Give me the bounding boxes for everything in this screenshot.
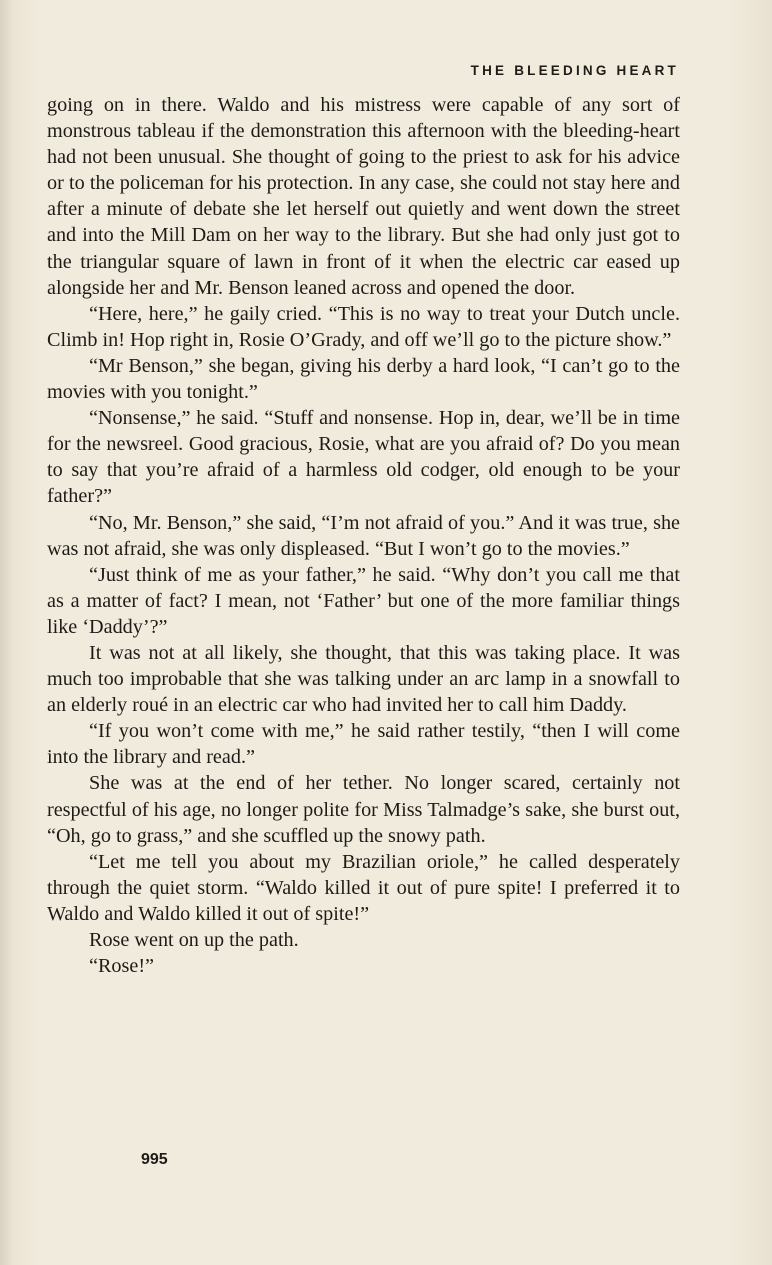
body-text <box>47 92 680 979</box>
paragraph-4: “Nonsense,” he said. “Stuff and nonsense. Hop in, dear, we’ll be in time for the newsreel. Good gracious, Rosie, what are you afraid of? Do you mean to say that you’re afraid of a harmless old codger, old enough to be your father?” <box>47 407 680 508</box>
paragraph-1: going on in there. Waldo and his mistress were capable of any sort of monstrous tableau if the demonstration this afternoon with the bleeding-heart had not been unusual. She thought of going to the priest to ask for his advice or to the policeman for his protection. In any case, she could not stay here and after a minute of debate she let herself out quietly and went down the street and into the Mill Dam on her way to the library. But she had only just got to the triangular square of lawn in front of it when the electric car eased up alongside her and Mr. Benson leaned across and opened the door. <box>47 94 680 299</box>
paragraph-10: “Let me tell you about my Brazilian oriole,” he called desperately through the quiet storm. “Waldo killed it out of pure spite! I preferred it to Waldo and Waldo killed it out of spite!” <box>47 850 680 925</box>
paragraph-8: “If you won’t come with me,” he said rather testily, “then I will come into the library and read.” <box>47 720 680 769</box>
paragraph-2: “Here, here,” he gaily cried. “This is no way to treat your Dutch uncle. Climb in! Hop right in, Rosie O’Grady, and off we’ll go to the picture show.” <box>47 302 680 351</box>
running-head: THE BLEEDING HEART <box>470 63 679 78</box>
page-number: 995 <box>141 1151 168 1168</box>
paragraph-11: Rose went on up the path. <box>89 929 299 951</box>
paragraph-9: She was at the end of her tether. No longer scared, certainly not respectful of his age, no longer polite for Miss Talmadge’s sake, she burst out, “Oh, go to grass,” and she scuffled up the snowy path. <box>47 772 680 847</box>
paragraph-3: “Mr Benson,” she began, giving his derby a hard look, “I can’t go to the movies with you tonight.” <box>47 354 680 404</box>
paragraph-6: “Just think of me as your father,” he said. “Why don’t you call me that as a matter of fact? I mean, not ‘Father’ but one of the more familiar things like ‘Daddy’?” <box>47 563 680 638</box>
paragraph-7: It was not at all likely, she thought, that this was taking place. It was much too improbable that she was talking under an arc lamp in a snowfall to an elderly roué in an electric car who had invited her to call him Daddy. <box>47 641 680 717</box>
paragraph-12: “Rose!” <box>89 955 155 978</box>
paragraph-5: “No, Mr. Benson,” she said, “I’m not afraid of you.” And it was true, she was not afraid, she was only displeased. “But I won’t go to the movies.” <box>47 511 680 560</box>
